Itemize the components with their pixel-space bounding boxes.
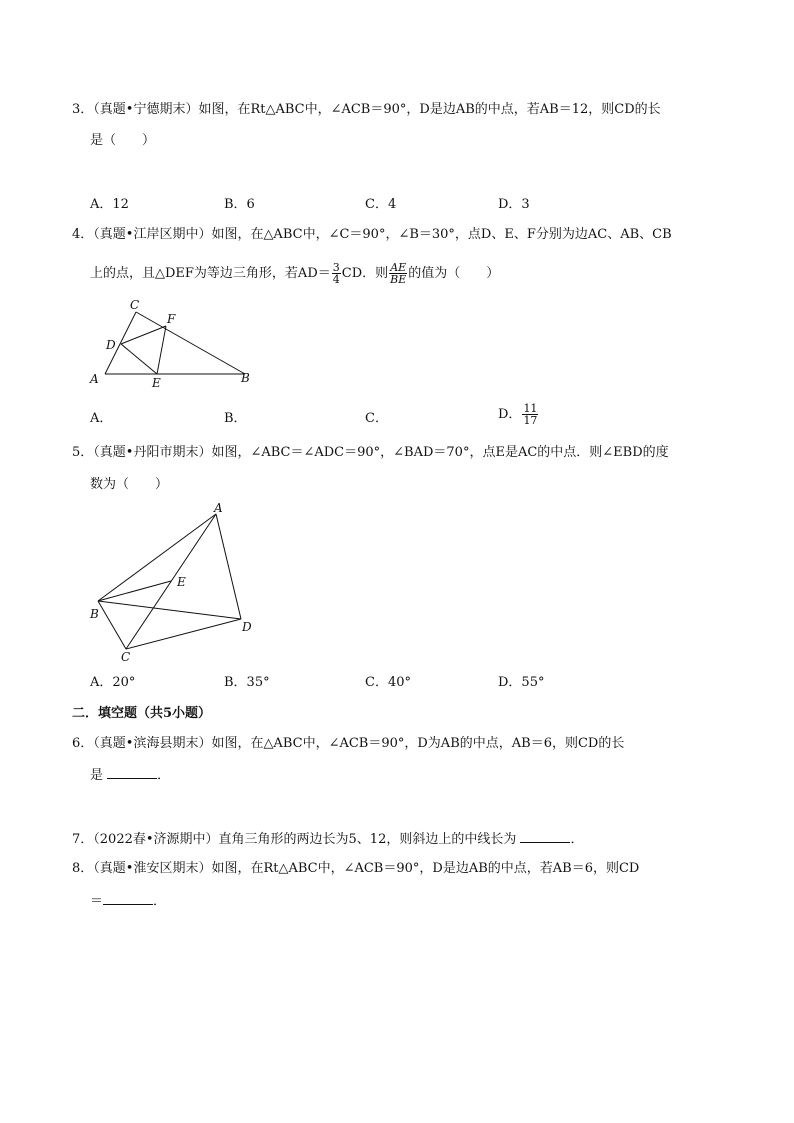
q4-line-1: 4．（真题•江岸区期中）如图，在△ABC中，∠C＝90°，∠B＝30°，点D、E、F分别为边AC、AB、CB bbox=[72, 227, 672, 242]
answer-blank-q7[interactable] bbox=[520, 830, 570, 843]
q6-line-1: 6．（真题•滨海县期末）如图，在△ABC中，∠ACB＝90°，D为AB的中点，AB＝6，则CD的长 bbox=[72, 736, 625, 751]
q3-line-2: 是（ ） bbox=[90, 133, 156, 148]
q4-option-a: A． bbox=[90, 411, 113, 426]
q6-line-2: 是 ． bbox=[90, 768, 171, 783]
fig4-label-d: D bbox=[106, 338, 116, 352]
q5-line-2: 数为（ ） bbox=[90, 477, 169, 492]
q3-option-d: D．3 bbox=[498, 197, 530, 212]
fig4-label-e: E bbox=[152, 376, 161, 390]
q5-figure bbox=[85, 498, 270, 670]
q4-option-d: D． $\frac{11}{17}$ bbox=[498, 402, 538, 427]
answer-blank-q6[interactable] bbox=[107, 766, 157, 779]
fig5-label-b: B bbox=[90, 607, 99, 621]
fraction-11-17: $\frac{11}{17}$ bbox=[523, 402, 538, 427]
q5-option-c: C．40° bbox=[365, 675, 411, 690]
q4-figure bbox=[85, 296, 260, 391]
q7-line-1: 7．（2022春•济源期中）直角三角形的两边长为5、12，则斜边上的中线长为 ． bbox=[72, 832, 584, 847]
q3-line-1: 3．（真题•宁德期末）如图，在Rt△ABC中，∠ACB＝90°，D是边AB的中点，若AB＝12，则CD的长 bbox=[72, 102, 661, 117]
q5-option-b: B．35° bbox=[224, 675, 270, 690]
answer-blank-q8[interactable] bbox=[103, 892, 153, 905]
q4-line-2-text: 上的点，且△DEF为等边三角形，若AD＝ bbox=[90, 266, 331, 281]
fig5-label-d: D bbox=[242, 620, 252, 634]
fig4-label-c: C bbox=[130, 298, 140, 312]
q8-line-2: ＝ ． bbox=[90, 894, 167, 909]
q4-option-c: C． bbox=[365, 411, 388, 426]
q4-option-b: B． bbox=[224, 411, 247, 426]
q3-option-c: C．4 bbox=[365, 197, 397, 212]
fig5-label-a: A bbox=[214, 501, 223, 515]
q4-line-2: 上的点，且△DEF为等边三角形，若AD＝ $\frac{3}{4}$ CD．则 $\frac{AE}{BE}$ 的值为（ ） bbox=[90, 261, 500, 286]
fig5-label-e: E bbox=[177, 575, 186, 589]
q5-line-1: 5．（真题•丹阳市期末）如图，∠ABC＝∠ADC＝90°，∠BAD＝70°，点E是AC的中点．则∠EBD的度 bbox=[72, 445, 669, 460]
q3-option-a: A．12 bbox=[90, 197, 129, 212]
q8-line-1: 8．（真题•淮安区期末）如图，在Rt△ABC中，∠ACB＝90°，D是边AB的中点，若AB＝6，则CD bbox=[72, 861, 640, 876]
fig4-label-a: A bbox=[90, 372, 99, 386]
fraction-3-4: $\frac{3}{4}$ bbox=[332, 261, 340, 286]
q5-option-d: D．55° bbox=[498, 675, 545, 690]
fig4-label-f: F bbox=[167, 312, 176, 326]
q3-option-b: B．6 bbox=[224, 197, 255, 212]
fig5-label-c: C bbox=[121, 650, 131, 664]
q5-option-a: A．20° bbox=[90, 675, 136, 690]
fraction-ae-be: $\frac{AE}{BE}$ bbox=[390, 261, 407, 286]
fig4-label-b: B bbox=[241, 371, 250, 385]
section-heading-fill-in: 二．填空题（共5小题） bbox=[72, 706, 212, 721]
